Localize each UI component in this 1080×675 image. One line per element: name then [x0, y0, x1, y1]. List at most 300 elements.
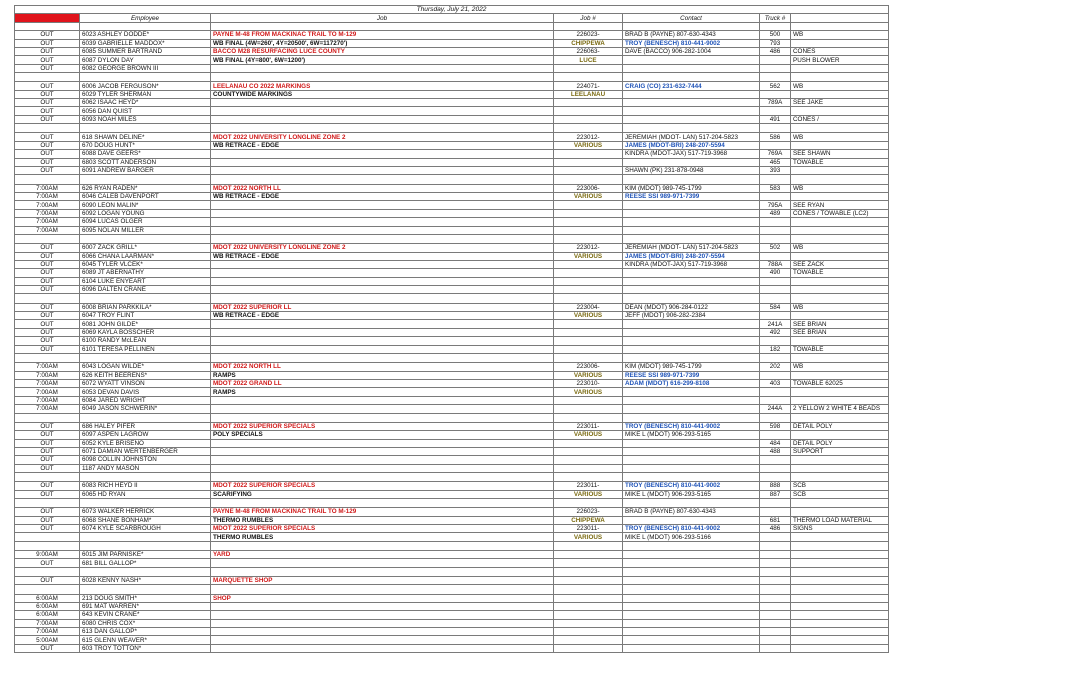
cell-contact — [623, 158, 760, 166]
cell-employee: 6056 DAN QUIST — [80, 107, 211, 115]
cell-time: OUT — [15, 447, 80, 455]
cell-time: OUT — [15, 133, 80, 141]
cell-time — [15, 294, 80, 303]
cell-employee: 6089 JT ABERNATHY — [80, 269, 211, 277]
cell-job-number — [554, 541, 623, 550]
cell-job — [211, 277, 554, 285]
cell-notes — [791, 107, 889, 115]
cell-job-number — [554, 64, 623, 72]
cell-time: OUT — [15, 303, 80, 311]
cell-contact — [623, 516, 760, 524]
cell-job: WB FINAL (4W=260', 4Y=20500', 6W=117270') — [211, 39, 554, 47]
cell-contact: JEREMIAH (MDOT- LAN) 517-204-5823 — [623, 244, 760, 252]
cell-notes: TOWABLE — [791, 345, 889, 353]
cell-employee: 6084 JARED WRIGHT — [80, 396, 211, 404]
cell-time: OUT — [15, 107, 80, 115]
cell-job: POLY SPECIALS — [211, 431, 554, 439]
cell-contact: REESE SSI 989-971-7399 — [623, 371, 760, 379]
cell-notes: SEE JAKE — [791, 99, 889, 107]
cell-job-number — [554, 99, 623, 107]
cell-truck — [760, 533, 791, 541]
cell-contact: DAVE (BACCO) 906-282-1004 — [623, 47, 760, 55]
cell-employee — [80, 541, 211, 550]
cell-truck — [760, 124, 791, 133]
cell-notes: SEE BRIAN — [791, 328, 889, 336]
cell-employee — [80, 234, 211, 243]
cell-notes — [791, 90, 889, 98]
cell-time: OUT — [15, 115, 80, 123]
cell-contact — [623, 602, 760, 610]
table-row — [15, 99, 889, 107]
cell-job — [211, 499, 554, 508]
cell-truck: 490 — [760, 269, 791, 277]
table-row — [15, 388, 889, 396]
cell-notes — [791, 473, 889, 482]
table-row — [15, 644, 889, 652]
table-row — [15, 379, 889, 387]
cell-notes — [791, 594, 889, 602]
cell-notes: 2 YELLOW 2 WHITE 4 BEADS — [791, 405, 889, 413]
cell-job: MDOT 2022 UNIVERSITY LONGLINE ZONE 2 — [211, 244, 554, 252]
cell-truck: 583 — [760, 184, 791, 192]
sheet-title: Thursday, July 21, 2022 — [15, 6, 889, 14]
cell-employee: 6098 COLLIN JOHNSTON — [80, 456, 211, 464]
cell-job: RAMPS — [211, 371, 554, 379]
cell-notes: SUPPORT — [791, 447, 889, 455]
cell-job-number — [554, 611, 623, 619]
cell-job-number: VARIOUS — [554, 490, 623, 498]
cell-job-number — [554, 602, 623, 610]
cell-truck — [760, 508, 791, 516]
cell-job-number — [554, 337, 623, 345]
table-row — [15, 286, 889, 294]
cell-job — [211, 413, 554, 422]
cell-job-number — [554, 567, 623, 576]
cell-employee: 6803 SCOTT ANDERSON — [80, 158, 211, 166]
cell-notes: SEE ZACK — [791, 260, 889, 268]
cell-time: OUT — [15, 456, 80, 464]
cell-notes — [791, 234, 889, 243]
cell-job: MDOT 2022 SUPERIOR SPECIALS — [211, 422, 554, 430]
cell-truck — [760, 585, 791, 594]
cell-employee: 6007 ZACK GRILL* — [80, 244, 211, 252]
cell-notes: WB — [791, 184, 889, 192]
table-row — [15, 64, 889, 72]
cell-time: OUT — [15, 82, 80, 90]
table-row — [15, 594, 889, 602]
cell-job — [211, 396, 554, 404]
cell-job-number — [554, 234, 623, 243]
table-row — [15, 516, 889, 524]
cell-job: BACCO M28 RESURFACING LUCE COUNTY — [211, 47, 554, 55]
cell-time — [15, 234, 80, 243]
table-row — [15, 619, 889, 627]
cell-contact — [623, 594, 760, 602]
cell-time: 7:00AM — [15, 209, 80, 217]
cell-truck: 586 — [760, 133, 791, 141]
cell-truck: 244A — [760, 405, 791, 413]
cell-job-number — [554, 499, 623, 508]
cell-contact — [623, 124, 760, 133]
cell-employee: 6088 DAVE GEERS* — [80, 150, 211, 158]
cell-job — [211, 636, 554, 644]
cell-notes: SEE SHAWN — [791, 150, 889, 158]
cell-contact — [623, 277, 760, 285]
cell-job: COUNTYWIDE MARKINGS — [211, 90, 554, 98]
cell-notes: CONES — [791, 47, 889, 55]
cell-employee: 613 DAN GALLOP* — [80, 628, 211, 636]
cell-notes — [791, 567, 889, 576]
cell-notes — [791, 64, 889, 72]
cell-employee — [80, 22, 211, 30]
cell-notes — [791, 619, 889, 627]
cell-job-number — [554, 396, 623, 404]
table-row — [15, 525, 889, 533]
cell-employee: 6043 LOGAN WILDE* — [80, 363, 211, 371]
table-row — [15, 218, 889, 226]
cell-job: RAMPS — [211, 388, 554, 396]
cell-job-number: 223011- — [554, 525, 623, 533]
cell-notes: WB — [791, 244, 889, 252]
cell-job — [211, 201, 554, 209]
cell-job — [211, 175, 554, 184]
cell-job: MDOT 2022 SUPERIOR SPECIALS — [211, 482, 554, 490]
table-row — [15, 82, 889, 90]
cell-time: OUT — [15, 39, 80, 47]
cell-truck — [760, 294, 791, 303]
cell-employee: 1187 ANDY MASON — [80, 464, 211, 472]
cell-employee: 213 DOUG SMITH* — [80, 594, 211, 602]
cell-contact — [623, 405, 760, 413]
cell-job — [211, 226, 554, 234]
cell-contact: MIKE L (MDOT) 906-293-5166 — [623, 533, 760, 541]
cell-truck: 584 — [760, 303, 791, 311]
cell-truck: 887 — [760, 490, 791, 498]
cell-truck — [760, 141, 791, 149]
cell-notes — [791, 508, 889, 516]
cell-notes — [791, 22, 889, 30]
cell-time: OUT — [15, 644, 80, 652]
cell-job-number — [554, 559, 623, 567]
cell-notes — [791, 602, 889, 610]
cell-employee — [80, 175, 211, 184]
cell-job-number — [554, 644, 623, 652]
cell-job: THERMO RUMBLES — [211, 516, 554, 524]
cell-job — [211, 209, 554, 217]
cell-truck: 769A — [760, 150, 791, 158]
table-row — [15, 252, 889, 260]
table-row — [15, 260, 889, 268]
cell-contact — [623, 175, 760, 184]
table-row — [15, 337, 889, 345]
cell-contact — [623, 550, 760, 558]
cell-job — [211, 234, 554, 243]
cell-truck — [760, 396, 791, 404]
cell-notes — [791, 354, 889, 363]
cell-notes — [791, 39, 889, 47]
cell-job — [211, 447, 554, 455]
cell-job — [211, 115, 554, 123]
cell-time: OUT — [15, 337, 80, 345]
table-row — [15, 576, 889, 584]
cell-employee: 6081 JOHN GILDE* — [80, 320, 211, 328]
cell-time: OUT — [15, 464, 80, 472]
cell-job-number — [554, 464, 623, 472]
cell-job: WB RETRACE - EDGE — [211, 141, 554, 149]
cell-contact — [623, 201, 760, 209]
cell-job — [211, 602, 554, 610]
cell-notes — [791, 396, 889, 404]
cell-notes: PUSH BLOWER — [791, 56, 889, 64]
cell-time: OUT — [15, 99, 80, 107]
cell-truck — [760, 576, 791, 584]
cell-truck — [760, 56, 791, 64]
cell-employee: 6028 KENNY NASH* — [80, 576, 211, 584]
cell-truck — [760, 312, 791, 320]
cell-job-number: LUCE — [554, 56, 623, 64]
cell-employee: 681 BILL GALLOP* — [80, 559, 211, 567]
table-row — [15, 602, 889, 610]
cell-job: MARQUETTE SHOP — [211, 576, 554, 584]
cell-contact: SHAWN (PK) 231-878-0948 — [623, 167, 760, 175]
cell-contact — [623, 226, 760, 234]
cell-time: OUT — [15, 277, 80, 285]
cell-time: 7:00AM — [15, 201, 80, 209]
cell-contact: JAMES (MDOT-BRI) 248-207-5594 — [623, 141, 760, 149]
cell-job: PAYNE M-48 FROM MACKINAC TRAIL TO M-129 — [211, 31, 554, 39]
table-row — [15, 184, 889, 192]
cell-contact: CRAIG (CO) 231-632-7444 — [623, 82, 760, 90]
cell-contact — [623, 73, 760, 82]
table-row — [15, 371, 889, 379]
cell-job: MDOT 2022 NORTH LL — [211, 184, 554, 192]
cell-notes — [791, 431, 889, 439]
header-notes — [791, 14, 889, 22]
cell-time — [15, 499, 80, 508]
cell-notes: WB — [791, 82, 889, 90]
cell-job — [211, 260, 554, 268]
cell-truck: 241A — [760, 320, 791, 328]
cell-employee — [80, 499, 211, 508]
cell-employee: 6100 RANDY McLEAN — [80, 337, 211, 345]
spacer-row — [15, 413, 889, 422]
cell-employee: 6068 SHANE BONHAM* — [80, 516, 211, 524]
cell-time: 7:00AM — [15, 363, 80, 371]
cell-contact — [623, 447, 760, 455]
cell-job-number — [554, 439, 623, 447]
cell-time: OUT — [15, 320, 80, 328]
cell-job-number: 223011- — [554, 482, 623, 490]
cell-time: OUT — [15, 269, 80, 277]
cell-contact — [623, 585, 760, 594]
schedule-sheet — [14, 5, 889, 653]
table-row — [15, 431, 889, 439]
cell-notes — [791, 413, 889, 422]
cell-time: OUT — [15, 56, 80, 64]
cell-job — [211, 567, 554, 576]
cell-notes — [791, 277, 889, 285]
cell-contact — [623, 337, 760, 345]
cell-employee: 6062 ISAAC HEYD* — [80, 99, 211, 107]
cell-time: OUT — [15, 431, 80, 439]
cell-time — [15, 473, 80, 482]
cell-time — [15, 413, 80, 422]
cell-employee: 6069 KAYLA BOSSCHER — [80, 328, 211, 336]
cell-time — [15, 541, 80, 550]
header-contact: Contact — [623, 14, 760, 22]
cell-employee: 6023 ASHLEY DODDE* — [80, 31, 211, 39]
cell-contact — [623, 99, 760, 107]
cell-employee: 6047 TROY FLINT — [80, 312, 211, 320]
cell-job — [211, 167, 554, 175]
cell-time: OUT — [15, 31, 80, 39]
cell-contact — [623, 354, 760, 363]
cell-notes — [791, 141, 889, 149]
cell-employee: 643 KEVIN CRANE* — [80, 611, 211, 619]
cell-truck — [760, 90, 791, 98]
cell-notes: TOWABLE — [791, 158, 889, 166]
cell-job-number — [554, 405, 623, 413]
cell-job: SHOP — [211, 594, 554, 602]
cell-time: OUT — [15, 252, 80, 260]
cell-job — [211, 294, 554, 303]
cell-truck — [760, 252, 791, 260]
cell-job — [211, 269, 554, 277]
cell-job-number — [554, 294, 623, 303]
cell-notes: CONES / TOWABLE (LC2) — [791, 209, 889, 217]
cell-job-number: VARIOUS — [554, 533, 623, 541]
cell-notes — [791, 73, 889, 82]
cell-time: OUT — [15, 47, 80, 55]
cell-job-number — [554, 150, 623, 158]
cell-contact — [623, 64, 760, 72]
cell-job-number — [554, 576, 623, 584]
cell-notes — [791, 252, 889, 260]
cell-contact: TROY (BENESCH) 810-441-9002 — [623, 482, 760, 490]
cell-truck — [760, 413, 791, 422]
cell-employee: 6095 NOLAN MILLER — [80, 226, 211, 234]
table-row — [15, 508, 889, 516]
table-row — [15, 363, 889, 371]
cell-truck: 486 — [760, 525, 791, 533]
cell-notes — [791, 286, 889, 294]
cell-job-number: 223011- — [554, 422, 623, 430]
cell-contact: JEFF (MDOT) 906-282-2384 — [623, 312, 760, 320]
cell-time: OUT — [15, 490, 80, 498]
cell-notes: SEE BRIAN — [791, 320, 889, 328]
cell-job-number — [554, 158, 623, 166]
cell-employee: 6071 DAMIAN WERTENBERGER — [80, 447, 211, 455]
table-row — [15, 439, 889, 447]
cell-time: OUT — [15, 312, 80, 320]
cell-job — [211, 73, 554, 82]
cell-time — [15, 175, 80, 184]
cell-notes: WB — [791, 133, 889, 141]
cell-truck — [760, 234, 791, 243]
cell-truck — [760, 611, 791, 619]
cell-truck — [760, 594, 791, 602]
cell-contact — [623, 559, 760, 567]
cell-truck — [760, 636, 791, 644]
cell-job-number — [554, 107, 623, 115]
cell-job — [211, 439, 554, 447]
cell-truck: 202 — [760, 363, 791, 371]
cell-time: 7:00AM — [15, 192, 80, 200]
cell-truck — [760, 371, 791, 379]
cell-notes: WB — [791, 363, 889, 371]
table-row — [15, 107, 889, 115]
cell-time: 7:00AM — [15, 218, 80, 226]
cell-contact: TROY (BENESCH) 810-441-9002 — [623, 422, 760, 430]
cell-job: PAYNE M-48 FROM MACKINAC TRAIL TO M-129 — [211, 508, 554, 516]
table-row — [15, 167, 889, 175]
cell-contact — [623, 644, 760, 652]
cell-truck: 888 — [760, 482, 791, 490]
cell-notes — [791, 167, 889, 175]
cell-employee: 6052 KYLE BRISENO — [80, 439, 211, 447]
cell-truck — [760, 64, 791, 72]
cell-notes: TOWABLE — [791, 269, 889, 277]
cell-employee: 6082 GEORGE BROWN III — [80, 64, 211, 72]
cell-truck — [760, 107, 791, 115]
cell-contact — [623, 286, 760, 294]
cell-job-number: 226023- — [554, 508, 623, 516]
cell-time: OUT — [15, 559, 80, 567]
cell-job-number — [554, 286, 623, 294]
table-row — [15, 405, 889, 413]
cell-job-number: 223010- — [554, 379, 623, 387]
cell-job: WB FINAL (4Y=800', 6W=1200') — [211, 56, 554, 64]
cell-notes: SCB — [791, 482, 889, 490]
cell-job — [211, 644, 554, 652]
cell-time — [15, 22, 80, 30]
cell-notes: CONES / — [791, 115, 889, 123]
cell-job-number — [554, 413, 623, 422]
cell-truck: 489 — [760, 209, 791, 217]
cell-notes — [791, 294, 889, 303]
cell-employee: 6093 NOAH MILES — [80, 115, 211, 123]
cell-contact: REESE SSI 989-971-7399 — [623, 192, 760, 200]
cell-job-number — [554, 115, 623, 123]
cell-employee: 670 DOUG HUNT* — [80, 141, 211, 149]
header-job-number: Job # — [554, 14, 623, 22]
cell-job — [211, 405, 554, 413]
cell-contact: BRAD B (PAYNE) 807-630-4343 — [623, 31, 760, 39]
table-row — [15, 611, 889, 619]
cell-notes — [791, 611, 889, 619]
table-row — [15, 141, 889, 149]
cell-contact — [623, 107, 760, 115]
cell-truck — [760, 286, 791, 294]
cell-contact — [623, 115, 760, 123]
cell-notes: DETAIL POLY — [791, 422, 889, 430]
cell-contact — [623, 90, 760, 98]
cell-employee — [80, 124, 211, 133]
cell-time: 9:00AM — [15, 550, 80, 558]
cell-truck: 795A — [760, 201, 791, 209]
spacer-row — [15, 585, 889, 594]
table-row — [15, 490, 889, 498]
cell-job-number: VARIOUS — [554, 141, 623, 149]
cell-time: 7:00AM — [15, 388, 80, 396]
cell-truck: 598 — [760, 422, 791, 430]
cell-job — [211, 559, 554, 567]
cell-contact — [623, 456, 760, 464]
cell-employee — [80, 585, 211, 594]
cell-truck — [760, 337, 791, 345]
cell-contact — [623, 22, 760, 30]
cell-job-number — [554, 328, 623, 336]
